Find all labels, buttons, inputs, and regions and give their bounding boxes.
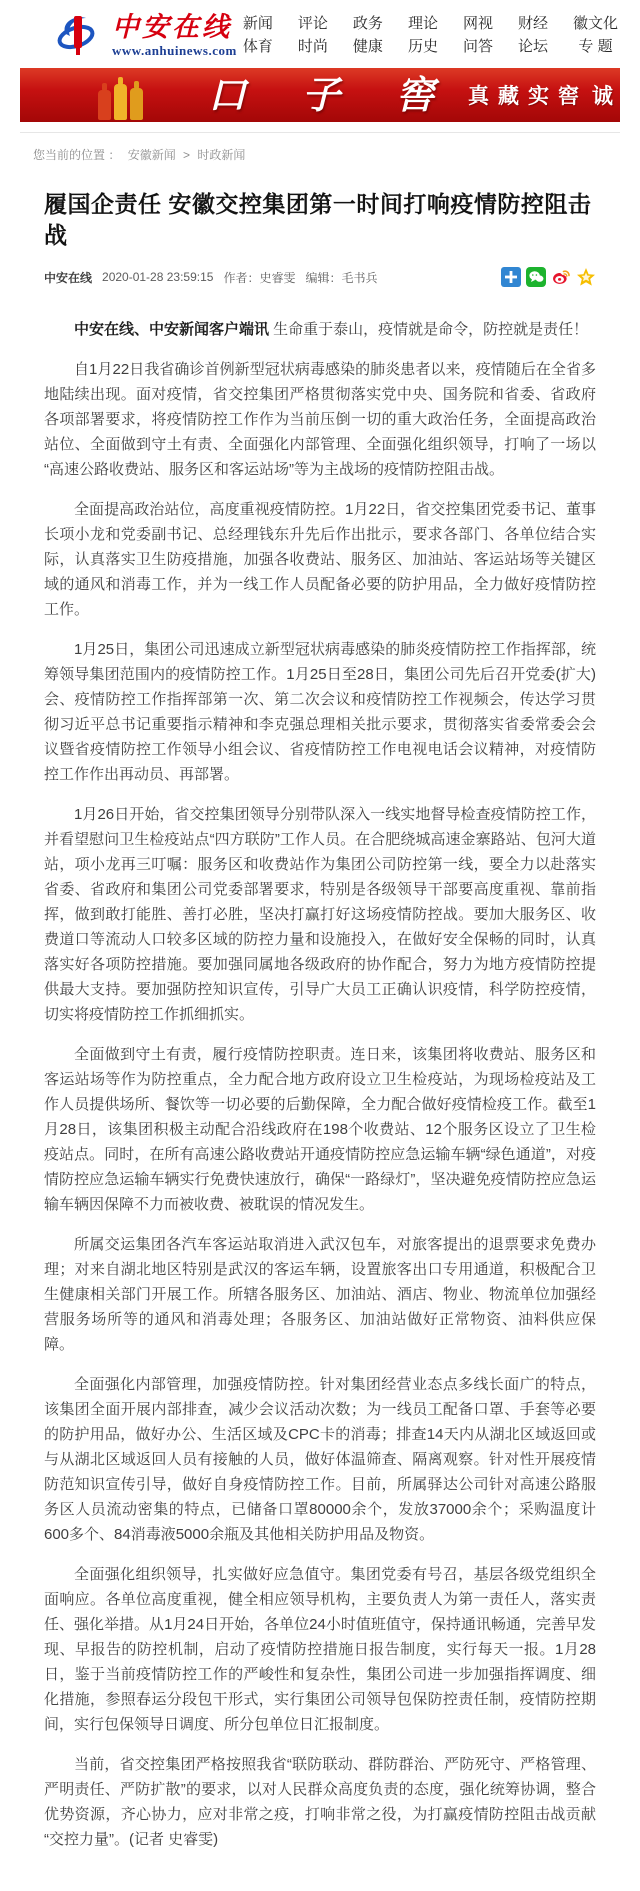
bottle-icon: [114, 84, 127, 120]
breadcrumb-label: 您当前的位置 ：: [33, 148, 121, 162]
nav-item[interactable]: 网视 问答: [462, 14, 493, 55]
main-nav: [243, 12, 618, 59]
article-author: 作者：史睿雯: [223, 270, 296, 285]
article-paragraph: 当前，省交控集团严格按照我省“联防联动、群防群治、严防死守、严格管理、严明责任、严防扩散”的要求，以对人民群众高度负责的态度，强化统筹协调，整合优势资源，齐心协力，应对非常之疫，打响非常之役，为打赢疫情防控阻击战贡献“交控力量”。(记者 史睿雯): [44, 1756, 596, 1849]
breadcrumb-page[interactable]: 时政新闻: [197, 148, 246, 162]
nav-item[interactable]: 政务 健康: [352, 14, 383, 55]
breadcrumb: [20, 132, 620, 163]
article-paragraph: 自1月22日我省确诊首例新型冠状病毒感染的肺炎患者以来，疫情随后在全省多地陆续出现。面对疫情，省交控集团严格贯彻落实党中央、国务院和省委、省政府各项部署要求，将疫情防控工作作为当前压倒一切的重大政治任务，全面提高政治站位、全面做到守土有责、全面强化内部管理、全面强化组织领导，打响了一场以“高速公路收费站、服务区和客运站场”等为主战场的疫情防控阻击战。: [44, 361, 596, 479]
article-paragraph: 所属交运集团各汽车客运站取消进入武汉包车，对旅客提出的退票要求免费办理；对来自湖北地区特别是武汉的客运车辆，设置旅客出口专用通道，积极配合卫生健康相关部门开展工作。所辖各服务区、加油站、酒店、物业、物流单位加强经营服务场所等的通风和消毒处理；各服务区、加油站做好正常物资、油料供应保障。: [44, 1236, 596, 1354]
ad-banner[interactable]: [20, 68, 620, 122]
bottle-icon: [98, 90, 111, 120]
banner-brand-name: 口 子 窖: [208, 72, 435, 117]
banner-slogan: 真藏实窖: [468, 85, 589, 108]
nav-item[interactable]: 评论 时尚: [297, 14, 328, 55]
article-paragraph: 全面做到守土有责，履行疫情防控职责。连日来，该集团将收费站、服务区和客运站场等作为防控重点，全力配合地方政府设立卫生检疫站，为现场检疫站及工作人员提供场所、餐饮等一切必要的后勤保障，全力配合做好疫情检疫工作。截至1月28日，该集团积极主动配合沿线政府在198个收费站、12个服务区设立了卫生检疫站点。同时，在所有高速公路收费站开通疫情防控应急运输车辆“绿色通道”，对疫情防控应急运输车辆实行免费快速放行，确保“一路绿灯”，坚决避免疫情防控应急运输车辆因保障不力而被收费、被耽误的情况发生。: [44, 1046, 596, 1214]
article-body: [44, 317, 596, 1891]
share-bar: [501, 267, 596, 287]
nav-item[interactable]: 财经 论坛: [517, 14, 548, 55]
breadcrumb-separator: >: [183, 148, 191, 162]
breadcrumb-section[interactable]: 安徽新闻: [127, 148, 176, 162]
site-url: www.anhuinews.com: [112, 42, 237, 58]
wine-bottles-graphic: [98, 84, 143, 120]
banner-slogan-suffix: 诚: [592, 85, 614, 108]
article-paragraph: 全面强化内部管理，加强疫情防控。针对集团经营业态点多线长面广的特点，该集团全面开展内部排查，减少会议活动次数；为一线员工配备口罩、手套等必要的防护用品，做好办公、生活区域及CPC卡的消毒；排查14天内从湖北区域返回或与从湖北区域返回人员有接触的人员，做好体温筛查、隔离观察。针对性开展疫情防范知识宣传引导，做好自身疫情防控工作。目前，所属驿达公司针对高速公路服务区人员流动密集的特点，已储备口罩80000余个，发放37000余个；采购温度计600多个、84消毒液5000余瓶及其他相关防护用品及物资。: [44, 1376, 596, 1544]
site-logo[interactable]: [52, 10, 237, 60]
share-plus-icon[interactable]: [501, 267, 521, 287]
article-paragraph: 1月25日，集团公司迅速成立新型冠状病毒感染的肺炎疫情防控工作指挥部，统筹领导集团范围内的疫情防控工作。1月25日至28日，集团公司先后召开党委(扩大)会、疫情防控工作指挥部第一次、第二次会议和疫情防控工作视频会，传达学习贯彻习近平总书记重要指示精神和李克强总理相关批示要求，贯彻落实省委常委会会议暨省疫情防控工作领导小组会议、省疫情防控工作电视电话会议精神，对疫情防控工作作出再动员、再部署。: [44, 641, 596, 784]
paragraph-lead: 中安在线、中安新闻客户端讯: [74, 321, 270, 339]
article-datetime: 2020-01-28 23:59:15: [102, 270, 214, 285]
nav-item[interactable]: 理论 历史: [407, 14, 438, 55]
page-title: 履国企责任 安徽交控集团第一时间打响疫情防控阻击战: [44, 191, 592, 249]
nav-item[interactable]: 新闻 体育: [242, 14, 273, 55]
qzone-star-icon[interactable]: [576, 267, 596, 287]
site-name: 中安在线: [112, 11, 232, 43]
nav-item[interactable]: 徽文化 专 题: [572, 14, 618, 55]
article-paragraph: 全面强化组织领导，扎实做好应急值守。集团党委有号召，基层各级党组织全面响应。各单位高度重视，健全相应领导机构，主要负责人为第一责任人，落实责任、强化举措。从1月24日开始，各单位24小时值班值守，保持通讯畅通，完善早发现、早报告的防控机制，启动了疫情防控措施日报告制度，实行每天一报。1月28日，鉴于当前疫情防控工作的严峻性和复杂性，集团公司进一步加强指挥调度、细化措施，参照春运分段包干形式，实行集团公司领导包保防控责任制，疫情防控期间，实行包保领导日调度、所分包单位日汇报制度。: [44, 1566, 596, 1734]
site-logo-icon: [52, 10, 108, 60]
article-source: 中安在线: [44, 270, 93, 285]
article-meta: [44, 267, 596, 287]
weibo-icon[interactable]: [551, 267, 571, 287]
article-paragraph: 中安在线、中安新闻客户端讯 生命重于泰山，疫情就是命令，防控就是责任！: [74, 321, 589, 339]
site-header: [0, 0, 640, 66]
wechat-icon[interactable]: [526, 267, 546, 287]
article-paragraph: 1月26日开始，省交控集团领导分别带队深入一线实地督导检查疫情防控工作，并看望慰问卫生检疫站点“四方联防”工作人员。在合肥绕城高速金寨路站、包河大道站，项小龙再三叮嘱：服务区和收费站作为集团公司防控第一线，要全力以赴落实省委、省政府和集团公司党委部署要求，特别是各级领导干部要高度重视、靠前指挥，做到敢打能胜、善打必胜，坚决打赢打好这场疫情防控战。要加大服务区、收费道口等流动人口较多区域的防控力量和设施投入，在做好安全保畅的同时，认真落实好各项防控措施。要加强同属地各级政府的协作配合，努力为地方疫情防控提供最大支持。要加强防控知识宣传，引导广大员工正确认识疫情，科学防控疫情，切实将疫情防控工作抓细抓实。: [44, 806, 596, 1024]
article-editor: 编辑：毛书兵: [305, 270, 378, 285]
article-paragraph: 全面提高政治站位，高度重视疫情防控。1月22日，省交控集团党委书记、董事长项小龙和党委副书记、总经理钱东升先后作出批示，要求各部门、各单位结合实际，认真落实卫生防疫措施，加强各收费站、服务区、加油站、客运站场等关键区域的通风和消毒工作，并为一线工作人员配备必要的防护用品，全力做好疫情防控工作。: [44, 501, 596, 619]
bottle-icon: [130, 88, 143, 120]
